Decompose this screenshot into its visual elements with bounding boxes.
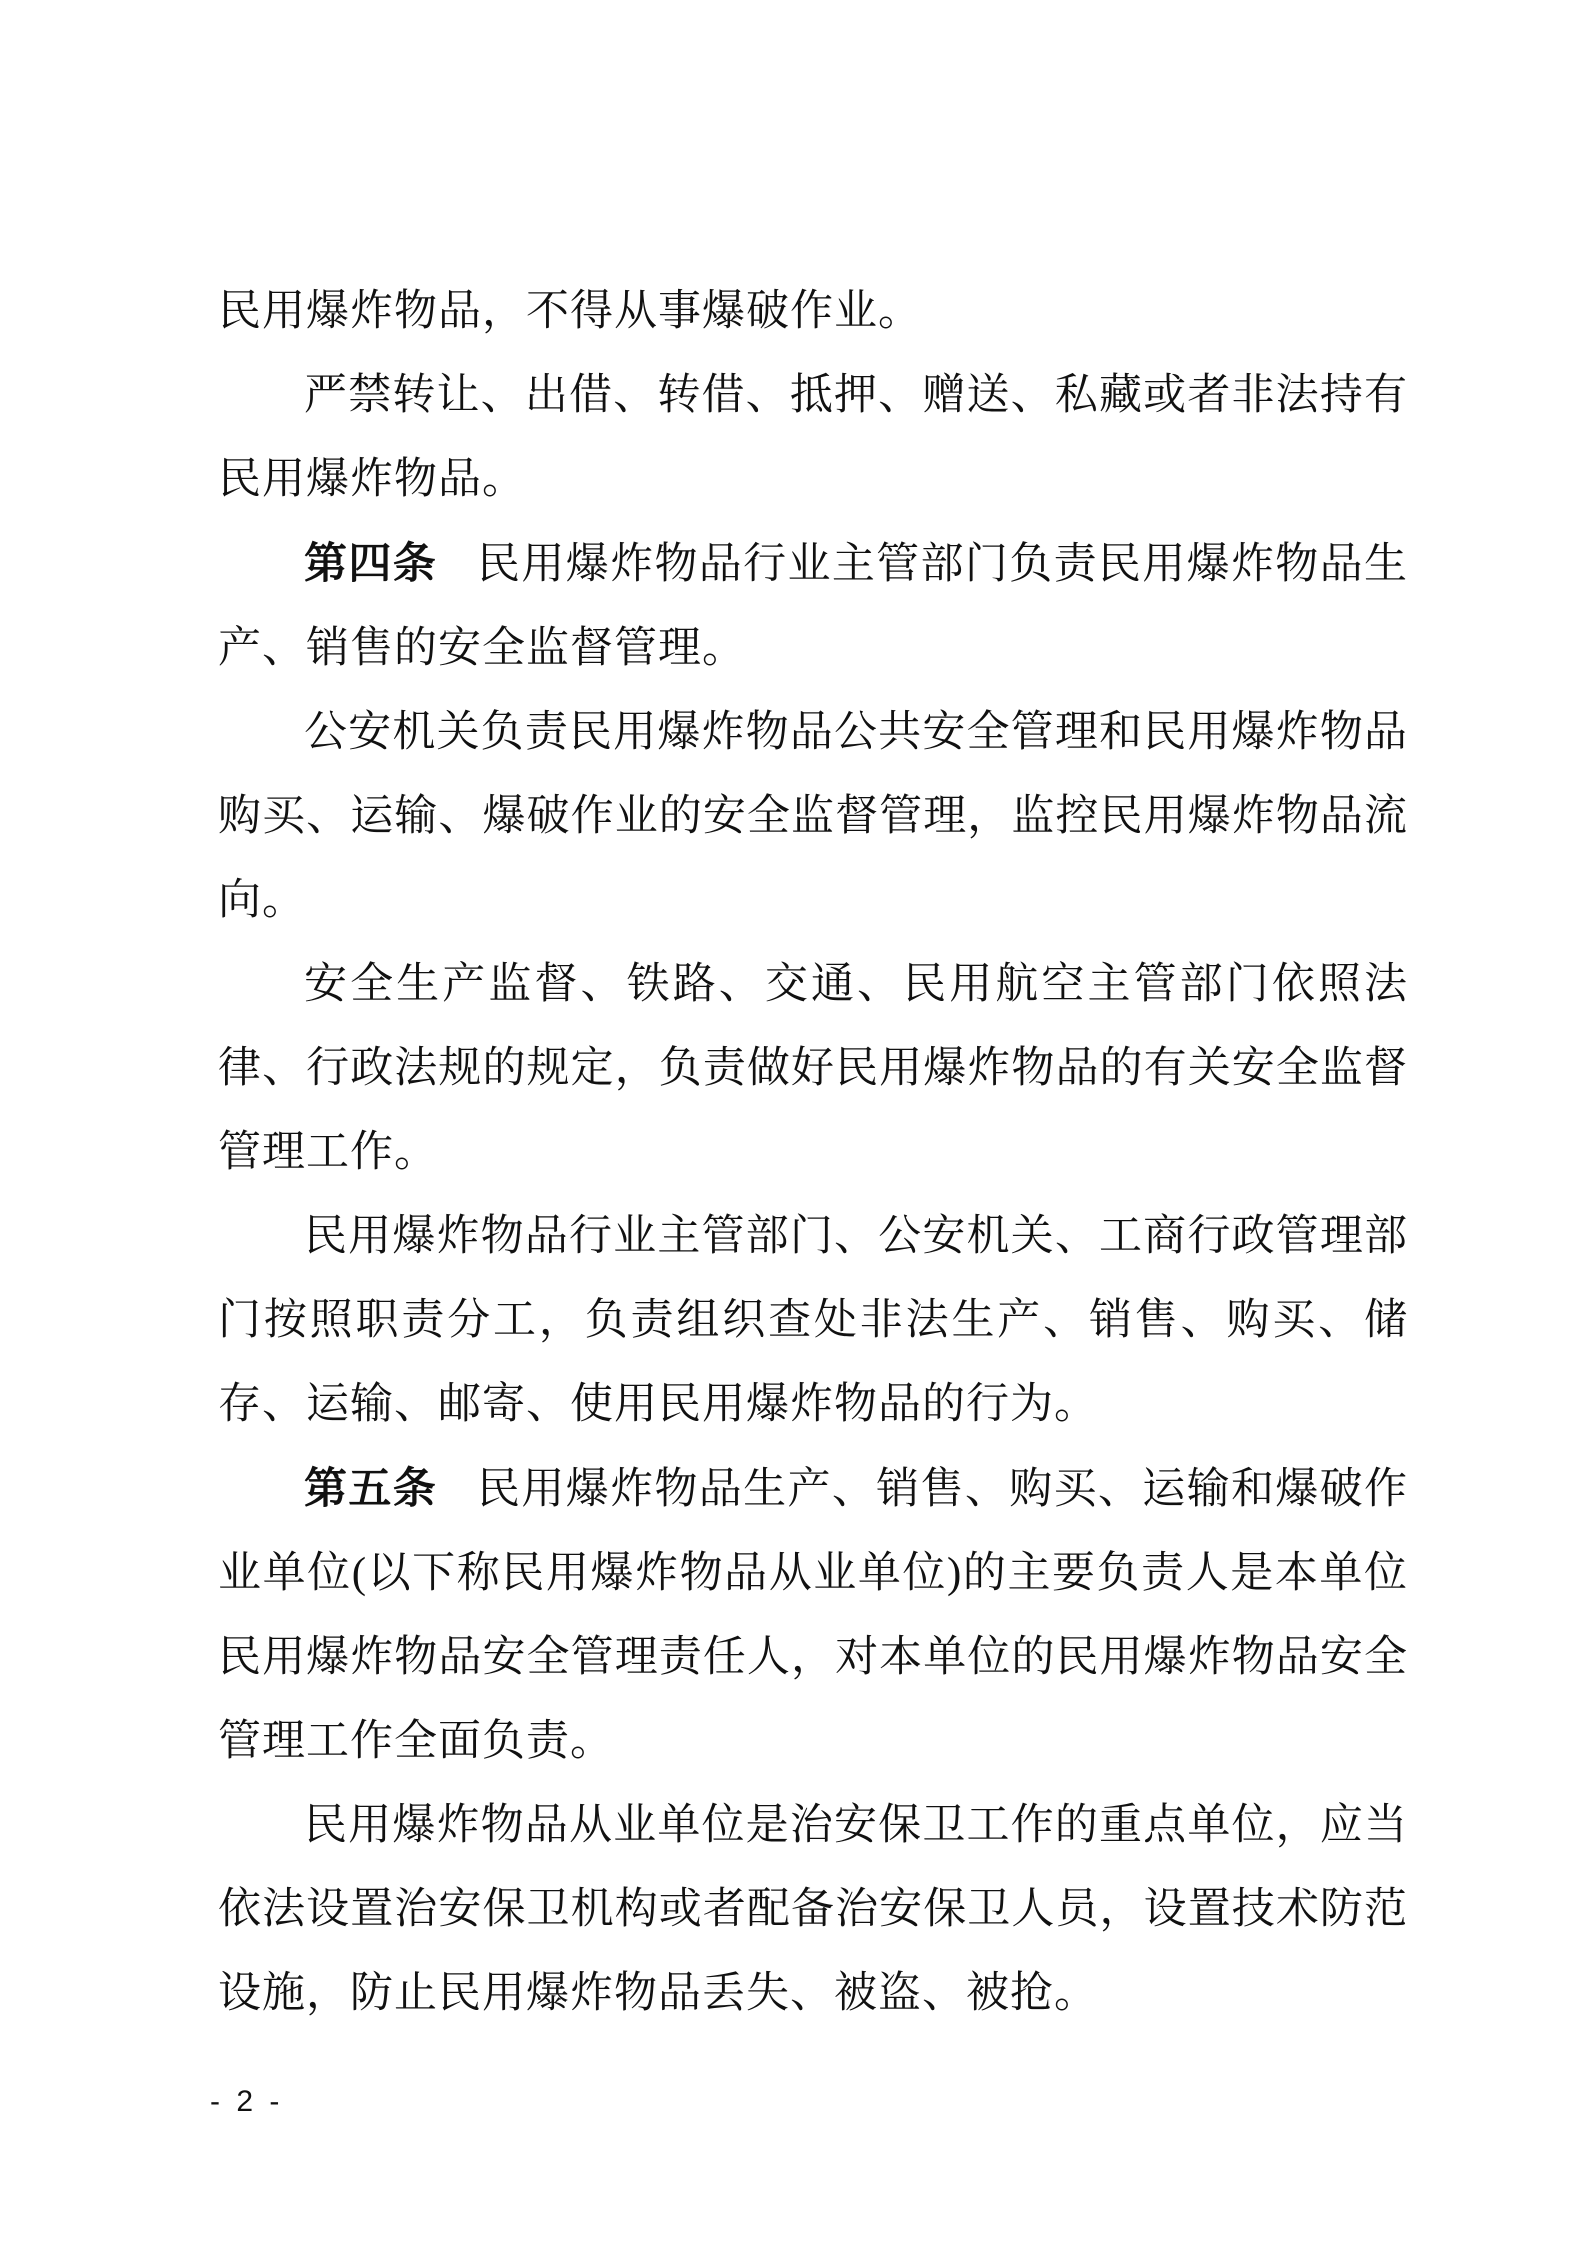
paragraph-text: 民用爆炸物品从业单位是治安保卫工作的重点单位，应当依法设置治安保卫机构或者配备治安保卫人员，设置技术防范设施，防止民用爆炸物品丢失、被盗、被抢。 [218,1802,1408,2017]
paragraph [218,522,1408,691]
paragraph [218,943,1408,1195]
paragraph-text: 民用爆炸物品行业主管部门、公安机关、工商行政管理部门按照职责分工，负责组织查处非法生产、销售、购买、储存、运输、邮寄、使用民用爆炸物品的行为。 [218,1213,1408,1428]
paragraph-text: 公安机关负责民用爆炸物品公共安全管理和民用爆炸物品购买、运输、爆破作业的安全监督管理，监控民用爆炸物品流向。 [218,709,1408,924]
paragraph [218,1447,1408,1784]
article-number-heading: 第五条 [304,1465,438,1513]
page-number: - 2 - [210,2085,284,2118]
paragraph-text: 民用爆炸物品，不得从事爆破作业。 [218,288,922,335]
paragraph [218,270,1408,354]
article-number-heading: 第四条 [304,540,438,588]
paragraph-text: 安全生产监督、铁路、交通、民用航空主管部门依照法律、行政法规的规定，负责做好民用爆炸物品的有关安全监督管理工作。 [218,961,1408,1176]
paragraph [218,1784,1408,2036]
paragraph-text: 民用爆炸物品行业主管部门负责民用爆炸物品生产、销售的安全监督管理。 [218,541,1409,672]
document-body [218,270,1408,2036]
paragraph [218,1195,1408,1447]
paragraph [218,691,1408,943]
paragraph [218,354,1408,522]
paragraph-text: 严禁转让、出借、转借、抵押、赠送、私藏或者非法持有民用爆炸物品。 [218,372,1408,503]
paragraph-text: 民用爆炸物品生产、销售、购买、运输和爆破作业单位(以下称民用爆炸物品从业单位)的主要负责人是本单位民用爆炸物品安全管理责任人，对本单位的民用爆炸物品安全管理工作全面负责。 [218,1466,1409,1765]
